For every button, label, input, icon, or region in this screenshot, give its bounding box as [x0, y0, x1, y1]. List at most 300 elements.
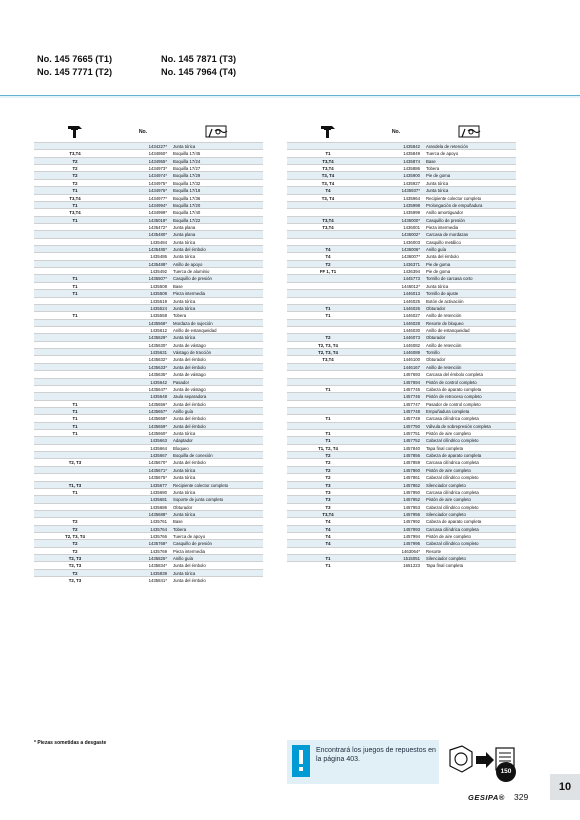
part-number-cell: 1435629* [148, 335, 167, 341]
description-cell: Junta tórica [426, 180, 449, 186]
tool-cell [34, 224, 116, 230]
tool-cell [34, 445, 116, 451]
description-cell: Junta de vástago [173, 372, 206, 378]
part-number-cell: 1435635* [148, 372, 167, 378]
model-t3-label: No. 145 7871 (T3) [161, 54, 237, 64]
tool-cell [34, 467, 116, 473]
part-number-cell: 1435764 [150, 526, 167, 532]
description-cell: Obturador [426, 357, 446, 363]
part-number-cell: 1463064* [401, 548, 420, 554]
parts-table-left [34, 122, 263, 584]
part-number-cell: 1434227* [148, 144, 167, 149]
description-cell: Tobera [173, 313, 187, 319]
description-cell: Pistón de retroceso completo [426, 394, 482, 400]
part-number-cell: 1435964 [403, 195, 420, 201]
tool-cell: T2, T3 [68, 578, 82, 584]
description-cell: Junta tórica [173, 489, 196, 495]
table-row [34, 532, 263, 539]
table-header [287, 122, 516, 142]
tool-cell: T1 [325, 416, 331, 422]
description-cell: Obturador [173, 504, 193, 510]
table-row [287, 400, 516, 407]
part-number-cell: 1434955* [148, 158, 167, 164]
description-cell: Resorte [426, 548, 442, 554]
description-cell: Obturador [426, 305, 446, 311]
part-number-cell: 1457694 [403, 379, 420, 385]
part-number-cell: 1435612 [150, 327, 167, 333]
tool-cell [287, 298, 369, 304]
tool-cell: T2, T3, T4 [318, 350, 338, 356]
part-number-cell: 1434973* [148, 166, 167, 172]
table-row [287, 532, 516, 539]
table-row [34, 297, 263, 304]
part-number-cell: 1435842 [403, 144, 420, 149]
table-row [34, 576, 263, 583]
description-cell: Soporte de junta completo [173, 497, 224, 503]
part-number-cell: 1435659* [148, 423, 167, 429]
table-row [34, 378, 263, 385]
table-row [34, 252, 263, 259]
part-number-cell: 1446025 [403, 298, 420, 304]
description-cell: Anillo guía [426, 247, 447, 253]
description-cell: Junta del émbolo [173, 247, 206, 253]
part-number-cell: 1457745 [403, 386, 420, 392]
part-number-cell: 1435768* [148, 541, 167, 547]
tool-cell: T3,T4 [69, 151, 81, 157]
description-cell: Cabezal cilíndrico completo [426, 541, 479, 547]
table-row [34, 407, 263, 414]
part-number-cell: 1435999 [403, 210, 420, 216]
table-row [34, 385, 263, 392]
description-cell: Carcasa del émbolo completa [426, 372, 483, 378]
description-cell: Pie de goma [426, 261, 451, 267]
description-cell: Junta tórica [426, 188, 449, 194]
table-row [287, 179, 516, 186]
kit-page-badge: 150 [500, 768, 512, 775]
part-number-cell: 1434976* [148, 188, 167, 194]
part-number-cell: 1446082 [403, 342, 420, 348]
description-cell: Botón de activación [426, 298, 464, 304]
repair-kit-graphic [442, 742, 522, 786]
part-number-cell: 1457995 [403, 541, 420, 547]
table-row [287, 319, 516, 326]
part-number-cell: 1435998 [403, 202, 420, 208]
description-cell: Pieza intermedia [173, 548, 206, 554]
part-number-cell: 1434977* [148, 195, 167, 201]
description-cell: Junta tórica [426, 283, 449, 289]
part-number-cell: 1435630* [148, 342, 167, 348]
table-body-left [34, 142, 263, 584]
description-cell: Cabezal cilíndrico completo [426, 504, 479, 510]
table-row [287, 510, 516, 517]
table-row [34, 267, 263, 274]
tool-cell: T3, T4 [321, 195, 335, 201]
tool-cell: T1 [325, 563, 331, 569]
header-left-models [37, 53, 112, 78]
tool-cell [34, 143, 116, 149]
part-number-cell: 1457993 [403, 526, 420, 532]
tool-cell: T2 [72, 519, 78, 525]
part-number-cell: 1435663 [150, 438, 167, 444]
description-cell: Junta tórica [173, 335, 196, 341]
tool-cell: T2, T3, T4 [65, 534, 85, 540]
part-number-cell: 1435834* [148, 563, 167, 569]
tool-cell: T2 [72, 173, 78, 179]
table-row [34, 547, 263, 554]
part-number-cell: 1435519 [150, 298, 167, 304]
tool-cell [34, 239, 116, 245]
description-cell: Anillo guía [173, 556, 194, 562]
part-number-cell: 1435472* [148, 224, 167, 230]
table-row [34, 355, 263, 362]
description-cell: Anillo de estanqueidad [173, 327, 217, 333]
description-cell: Boquilla 17/22 [173, 217, 201, 223]
tool-cell [34, 305, 116, 311]
part-number-cell: 1457862 [403, 482, 420, 488]
part-number-cell: 1435018* [148, 217, 167, 223]
part-number-cell: 1435900 [403, 173, 420, 179]
table-row [34, 414, 263, 421]
table-row [34, 157, 263, 164]
tool-cell [34, 379, 116, 385]
model-t4-label: No. 145 7964 (T4) [161, 66, 237, 77]
tool-cell: T2 [72, 570, 78, 576]
tool-cell [287, 209, 369, 215]
table-row [287, 363, 516, 370]
table-row [34, 466, 263, 473]
tool-cell: T1 [72, 188, 78, 194]
part-number-cell: 1435524 [150, 305, 167, 311]
tool-cell [287, 239, 369, 245]
part-number-cell: 1435825* [148, 556, 167, 562]
table-row [34, 216, 263, 223]
tool-cell: T1, T3 [68, 482, 82, 488]
part-number-cell: 1435642 [150, 379, 167, 385]
part-number-cell: 1434994* [148, 202, 167, 208]
table-row [287, 230, 516, 237]
part-number-cell: 1435766 [150, 534, 167, 540]
tool-cell: T2 [72, 180, 78, 186]
table-row [287, 171, 516, 178]
tool-cell: T3,T4 [322, 511, 334, 517]
description-cell: Carcasa cilíndrica completa [426, 416, 479, 422]
table-row [287, 245, 516, 252]
description-cell: Arandela de retención [426, 144, 469, 149]
part-number-cell: 1435658* [148, 416, 167, 422]
table-row [34, 561, 263, 568]
tool-cell: T4 [325, 188, 331, 194]
table-row [34, 503, 263, 510]
description-cell: Junta tórica [173, 254, 196, 260]
description-cell: Obturador [426, 335, 446, 341]
table-row [287, 289, 516, 296]
description-cell: Pieza intermedia [426, 224, 459, 230]
table-row [287, 157, 516, 164]
description-cell: Mordaza de sujeción [173, 320, 213, 326]
description-cell: Junta plana [173, 224, 196, 230]
description-cell: Junta del émbolo [173, 357, 206, 363]
table-row [287, 149, 516, 156]
table-row [34, 429, 263, 436]
part-number-cell: 1435671* [148, 467, 167, 473]
repair-kit-icon [442, 742, 522, 786]
model-t1-label: No. 145 7665 (T1) [37, 54, 113, 64]
description-cell: Base [426, 158, 436, 164]
tool-cell: T2 [72, 158, 78, 164]
description-cell: Anillo de retención [426, 313, 462, 319]
tool-cell [34, 386, 116, 392]
tool-cell: T1 [72, 291, 78, 297]
wear-parts-footnote: * Piezas sometidas a desgaste [34, 740, 107, 746]
table-row [34, 495, 263, 502]
table-row [34, 319, 263, 326]
description-cell: Casquillo de presión [426, 217, 465, 223]
part-number-cell: 1435485* [148, 247, 167, 253]
description-cell: Pistón de aire completo [426, 534, 471, 540]
description-cell: Tobera [173, 526, 187, 532]
table-row [34, 208, 263, 215]
part-number-cell: 1457840 [403, 445, 420, 451]
tool-cell [34, 231, 116, 237]
table-row [34, 289, 263, 296]
table-row [287, 208, 516, 215]
table-row [34, 363, 263, 370]
description-cell: Casquillo de presión [173, 276, 212, 282]
description-cell: Bloqueo [173, 445, 189, 451]
tool-cell [287, 275, 369, 281]
tool-cell: T3 [325, 497, 331, 503]
tool-cell: T1 [325, 431, 331, 437]
part-number-cell: 1435677 [150, 482, 167, 488]
part-number-cell: 1457750 [403, 423, 420, 429]
table-row [34, 525, 263, 532]
table-body-right [287, 142, 516, 569]
description-cell: Pie de goma [426, 173, 451, 179]
tool-cell [34, 327, 116, 333]
table-row [34, 223, 263, 230]
page-header [0, 0, 580, 95]
table-row [34, 539, 263, 546]
table-row [287, 311, 516, 318]
description-cell: Empuñadura completa [426, 408, 470, 414]
tool-cell: T3, T4 [321, 173, 335, 179]
table-row [34, 554, 263, 561]
part-number-cell: 1434975* [148, 180, 167, 186]
description-cell: Anillo de apoyo [173, 261, 203, 267]
tool-cell [287, 548, 369, 554]
table-row [287, 561, 516, 568]
table-row [287, 186, 516, 193]
table-row [34, 473, 263, 480]
tool-cell [34, 253, 116, 259]
tool-cell: T1 [325, 556, 331, 562]
tool-cell: T3,T4 [322, 158, 334, 164]
table-row [34, 451, 263, 458]
tool-cell: T3,T4 [322, 224, 334, 230]
table-row [287, 525, 516, 532]
part-number-cell: 1446030 [403, 327, 420, 333]
table-row [34, 400, 263, 407]
tool-cell: T3,T4 [322, 217, 334, 223]
description-cell: Junta tórica [173, 467, 196, 473]
description-cell: Boquilla 17/29 [173, 173, 201, 179]
table-row [287, 444, 516, 451]
table-row [34, 245, 263, 252]
tool-cell [287, 364, 369, 370]
table-row [287, 392, 516, 399]
table-row [287, 407, 516, 414]
tool-cell: T1 [72, 283, 78, 289]
table-row [287, 274, 516, 281]
table-row [287, 348, 516, 355]
part-number-cell: 1435558 [150, 313, 167, 319]
header-right-models [161, 53, 236, 78]
part-number-cell: 1435488* [148, 261, 167, 267]
part-number-cell: 1436002* [401, 232, 420, 238]
tool-cell: T2, T3, T4 [318, 342, 338, 348]
part-number-cell: 1457956 [403, 511, 420, 517]
part-number-cell: 1435647* [148, 386, 167, 392]
part-number-cell: 1435648 [150, 394, 167, 400]
table-row [34, 238, 263, 245]
description-cell: Carcasa cilíndrica completa [426, 526, 479, 532]
description-cell: Silenciador completo [426, 511, 466, 517]
table-row [34, 370, 263, 377]
description-cell: Pieza intermedia [173, 291, 206, 297]
description-cell: Junta del émbolo [426, 254, 459, 260]
tool-cell [34, 268, 116, 274]
tool-cell [287, 423, 369, 429]
tool-cell [34, 437, 116, 443]
tool-cell: T1 [72, 489, 78, 495]
tool-cell [34, 320, 116, 326]
table-row [34, 422, 263, 429]
table-row [287, 142, 516, 149]
description-cell: Cabeza de aparato completa [426, 453, 482, 459]
tool-cell: T3 [325, 504, 331, 510]
part-number-cell: 1457992 [403, 519, 420, 525]
tool-cell: T3,T4 [69, 210, 81, 216]
description-cell: Tuerca de apoyo [426, 151, 459, 157]
description-cell: Junta tórica [173, 475, 196, 481]
tool-cell: T3 [325, 482, 331, 488]
description-cell: Cabezal cilíndrico completo [426, 438, 479, 444]
table-row [287, 554, 516, 561]
table-row [287, 378, 516, 385]
tool-cell: T1, T2, T4 [318, 445, 338, 451]
tool-cell: T3,T4 [322, 166, 334, 172]
part-number-cell: 1651223 [403, 563, 420, 569]
description-cell: Tuerca de aluminio [173, 269, 210, 275]
part-number-cell: 1446100 [403, 357, 420, 363]
description-cell: Adaptador [173, 438, 193, 444]
tool-cell [287, 327, 369, 333]
part-number-cell: 1446026 [403, 305, 420, 311]
tool-cell [287, 371, 369, 377]
tool-cell [34, 349, 116, 355]
tool-cell: T4 [325, 534, 331, 540]
table-row [34, 201, 263, 208]
tool-cell: T2 [72, 526, 78, 532]
tool-cell: T1 [72, 401, 78, 407]
description-cell: Pasador de control completo [426, 401, 481, 407]
part-number-cell: 1435670* [148, 460, 167, 466]
part-number-cell: 1435509 [150, 291, 167, 297]
description-cell: Resorte de bloqueo [426, 320, 464, 326]
table-row [34, 304, 263, 311]
tool-cell: T2 [325, 475, 331, 481]
tool-cell [287, 393, 369, 399]
description-cell: Junta tórica [173, 570, 196, 576]
description-cell: Boquilla 17/36 [173, 195, 201, 201]
tool-cell [34, 511, 116, 517]
part-number-cell: 1435657* [148, 408, 167, 414]
tool-cell: T1 [72, 217, 78, 223]
tool-cell: T2 [325, 335, 331, 341]
tool-cell [34, 261, 116, 267]
table-row [34, 171, 263, 178]
table-row [34, 274, 263, 281]
tool-cell [34, 504, 116, 510]
table-row [34, 164, 263, 171]
table-row [34, 436, 263, 443]
part-number-cell: 1435680 [150, 489, 167, 495]
description-cell: Anillo de retención [426, 364, 462, 370]
tool-cell [287, 320, 369, 326]
description-cell: Cabezal cilíndrico completo [426, 475, 479, 481]
part-number-cell: 1446012* [401, 283, 420, 289]
table-row [34, 392, 263, 399]
table-row [287, 473, 516, 480]
table-row [287, 201, 516, 208]
tool-cell: T2 [72, 541, 78, 547]
description-cell: Boquilla 17/45 [173, 151, 201, 157]
part-number-cell: 1435927 [403, 180, 420, 186]
description-cell: Boquilla 17/24 [173, 158, 201, 164]
table-header [34, 122, 263, 142]
description-cell: Junta del émbolo [173, 416, 206, 422]
tool-cell: T4 [325, 519, 331, 525]
description-cell: Recipiente colector completo [173, 482, 229, 488]
spare-kit-info-box [287, 740, 439, 784]
description-cell: Boquilla 17/27 [173, 166, 201, 172]
part-number-cell: 1435507* [148, 276, 167, 282]
tool-cell: T1 [325, 438, 331, 444]
description-cell: Base [173, 283, 183, 289]
part-number-cell: 1435633* [148, 364, 167, 370]
description-cell: Válvula de sobrepresión completa [426, 423, 491, 429]
part-description-icon [204, 125, 230, 139]
description-cell: Boquilla 17/40 [173, 210, 201, 216]
description-cell: Cabeza de aparato completa [426, 386, 482, 392]
tool-cell: T3,T4 [322, 357, 334, 363]
tool-cell: T1 [72, 416, 78, 422]
table-row [287, 517, 516, 524]
description-cell: Cabeza de aparato completa [426, 519, 482, 525]
tool-cell [287, 143, 369, 149]
part-number-cell: 1436394 [403, 269, 420, 275]
description-cell: Pie de goma [426, 269, 451, 275]
tool-cell: T3, T4 [321, 180, 335, 186]
part-number-cell: 1435631 [150, 350, 167, 356]
table-row [34, 142, 263, 149]
table-row [287, 414, 516, 421]
part-number-cell: 1435568* [148, 320, 167, 326]
table-row [287, 547, 516, 554]
description-cell: Recipiente colector completo [426, 195, 482, 201]
description-cell: Anillo guía [173, 408, 194, 414]
part-number-cell: 1435841* [148, 578, 167, 584]
